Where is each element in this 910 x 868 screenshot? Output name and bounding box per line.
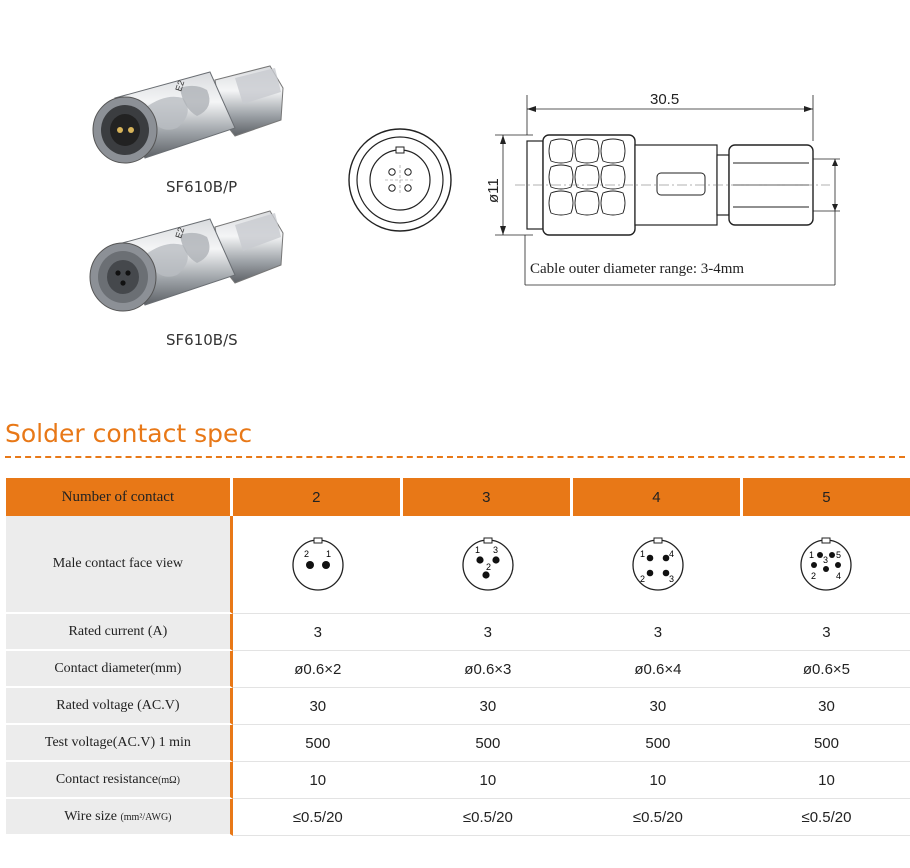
- svg-text:3: 3: [823, 554, 829, 565]
- table-cell: 10: [403, 762, 573, 799]
- side-view-drawing: [485, 85, 855, 295]
- svg-text:2: 2: [485, 561, 491, 572]
- table-header-row: [6, 478, 910, 516]
- length-dimension: 30.5: [650, 91, 680, 108]
- table-cell: 30: [233, 688, 403, 725]
- header-number-of-contact: Number of contact: [6, 478, 233, 516]
- face-view-3-pin: [403, 516, 573, 614]
- section-divider: [5, 456, 905, 458]
- pin-diagram-4-icon: [628, 533, 688, 593]
- svg-text:3: 3: [492, 544, 498, 555]
- table-cell: ≤0.5/20: [573, 799, 743, 836]
- product-photo-plug: [85, 58, 285, 168]
- face-view-5-pin: [743, 516, 910, 614]
- table-cell: 3: [573, 614, 743, 651]
- table-cell: 500: [233, 725, 403, 762]
- table-row: [6, 762, 910, 799]
- diameter-dimension: ø11: [485, 178, 502, 203]
- table-cell: 30: [573, 688, 743, 725]
- svg-text:5: 5: [836, 549, 842, 560]
- table-row: [6, 614, 910, 651]
- row-label-contact-resistance: Contact resistance(mΩ): [6, 762, 233, 799]
- svg-text:1: 1: [474, 544, 480, 555]
- svg-text:1: 1: [809, 549, 815, 560]
- table-cell: 10: [743, 762, 910, 799]
- table-cell: 10: [573, 762, 743, 799]
- svg-text:4: 4: [836, 570, 842, 581]
- product-label-plug: SF610B/P: [166, 178, 238, 196]
- header-col-5: 5: [743, 478, 910, 516]
- product-label-socket: SF610B/S: [166, 331, 238, 349]
- table-row: [6, 799, 910, 836]
- table-cell: 3: [743, 614, 910, 651]
- row-label-face-view: Male contact face view: [6, 516, 233, 614]
- svg-text:1: 1: [325, 548, 331, 559]
- table-row: [6, 725, 910, 762]
- table-cell: 500: [573, 725, 743, 762]
- svg-text:3: 3: [668, 573, 674, 584]
- table-cell: 500: [743, 725, 910, 762]
- table-cell: 3: [403, 614, 573, 651]
- cable-diameter-caption: Cable outer diameter range: 3-4mm: [530, 261, 745, 277]
- pin-diagram-2-icon: [288, 533, 348, 593]
- header-col-3: 3: [403, 478, 573, 516]
- table-cell: 30: [743, 688, 910, 725]
- face-view-4-pin: [573, 516, 743, 614]
- row-label-test-voltage: Test voltage(AC.V) 1 min: [6, 725, 233, 762]
- table-cell: ≤0.5/20: [233, 799, 403, 836]
- table-cell: 10: [233, 762, 403, 799]
- table-cell: ø0.6×3: [403, 651, 573, 688]
- row-label-rated-current: Rated current (A): [6, 614, 233, 651]
- svg-text:2: 2: [639, 573, 645, 584]
- table-cell: 3: [233, 614, 403, 651]
- row-label-rated-voltage: Rated voltage (AC.V): [6, 688, 233, 725]
- table-cell: 500: [403, 725, 573, 762]
- table-cell: ≤0.5/20: [743, 799, 910, 836]
- svg-text:E2: E2: [173, 79, 187, 93]
- product-photo-socket: [85, 205, 285, 320]
- pin-diagram-5-icon: [796, 533, 856, 593]
- table-cell: ø0.6×4: [573, 651, 743, 688]
- table-cell: ø0.6×2: [233, 651, 403, 688]
- row-label-wire-size: Wire size (mm²/AWG): [6, 799, 233, 836]
- svg-text:E2: E2: [173, 226, 187, 240]
- table-cell: ø0.6×5: [743, 651, 910, 688]
- svg-text:2: 2: [811, 570, 817, 581]
- table-row-face-view: [6, 516, 910, 614]
- pin-diagram-3-icon: [458, 533, 518, 593]
- header-col-4: 4: [573, 478, 743, 516]
- svg-text:4: 4: [668, 548, 674, 559]
- table-cell: 30: [403, 688, 573, 725]
- svg-text:1: 1: [639, 548, 645, 559]
- row-label-contact-diameter: Contact diameter(mm): [6, 651, 233, 688]
- header-col-2: 2: [233, 478, 403, 516]
- table-row: [6, 688, 910, 725]
- front-view-drawing: [345, 125, 455, 235]
- table-cell: ≤0.5/20: [403, 799, 573, 836]
- svg-text:2: 2: [303, 548, 309, 559]
- table-row: [6, 651, 910, 688]
- face-view-2-pin: [233, 516, 403, 614]
- spec-table: [6, 478, 910, 836]
- section-title: Solder contact spec: [5, 419, 253, 448]
